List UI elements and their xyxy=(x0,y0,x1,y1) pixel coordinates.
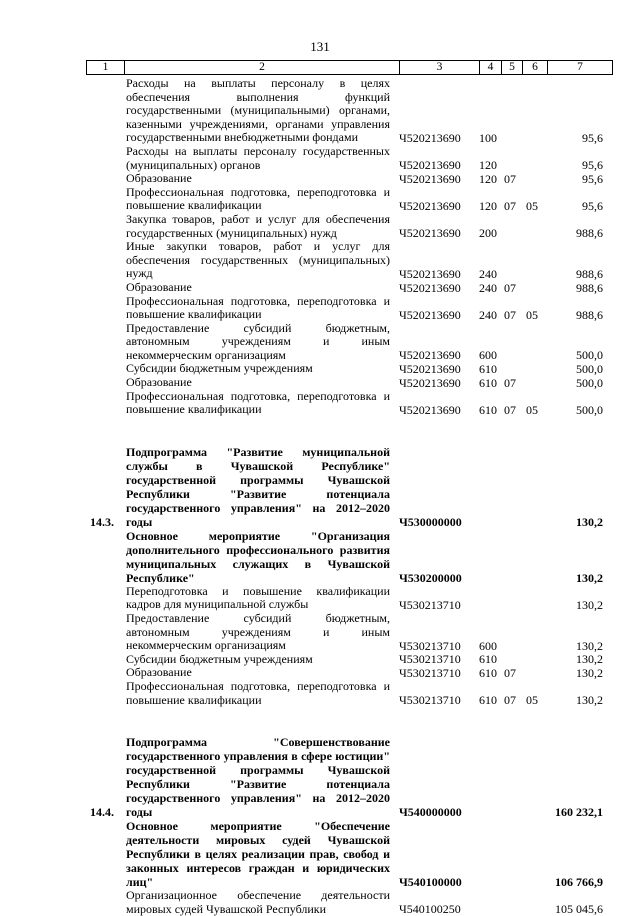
expense-type: 600 xyxy=(479,638,497,653)
subsection: 05 xyxy=(526,307,538,322)
target-code: Ч520213690 xyxy=(399,348,461,363)
row-name: Образование xyxy=(126,279,192,294)
expense-type: 100 xyxy=(479,130,497,145)
row-name: Иные закупки товаров, работ и услуг для обеспечения государственных (муниципальных) нужд xyxy=(126,239,390,281)
subsection: 05 xyxy=(526,402,538,417)
row-number: 14.4. xyxy=(90,805,114,820)
subsection: 05 xyxy=(526,198,538,213)
expense-type: 200 xyxy=(479,226,497,241)
target-code: Ч530213710 xyxy=(399,638,461,653)
amount: 130,2 xyxy=(576,693,603,708)
row-name: Основное мероприятие "Организация дополнительного профессионального развития муниципальных служащих в Чувашской Республике" xyxy=(126,528,390,585)
page-number: 131 xyxy=(310,39,330,54)
amount: 106 766,9 xyxy=(555,875,603,890)
header-col-4: 4 xyxy=(480,61,502,74)
target-code: Ч540000000 xyxy=(399,805,462,820)
row-spacer xyxy=(0,721,640,735)
target-code: Ч530213710 xyxy=(399,598,461,613)
section: 07 xyxy=(504,375,516,390)
row-name: Предоставление субсидий бюджетным, автономным учреждениям и иным некоммерческим организациям xyxy=(126,611,390,653)
row-number: 14.3. xyxy=(90,514,114,529)
header-col-2: 2 xyxy=(125,61,400,74)
target-code: Ч530213710 xyxy=(399,652,461,667)
table-row xyxy=(0,735,640,819)
section: 07 xyxy=(504,198,516,213)
target-code: Ч530213710 xyxy=(399,666,461,680)
table-row xyxy=(0,612,640,653)
expense-type: 610 xyxy=(479,652,497,667)
row-spacer xyxy=(0,707,640,721)
row-name: Закупка товаров, работ и услуг для обеспечения государственных (муниципальных) нужд xyxy=(126,211,390,240)
expense-type: 610 xyxy=(479,666,497,680)
row-name: Расходы на выплаты персоналу в целях обеспечения выполнения функций государственными (муниципальными) органами, казенными учреждениями, органами управления государственными внебюджетными фондами xyxy=(126,76,390,145)
target-code: Ч530000000 xyxy=(399,514,462,529)
expense-type: 120 xyxy=(479,198,497,213)
header-col-6: 6 xyxy=(523,61,548,74)
amount: 95,6 xyxy=(582,130,603,145)
amount: 130,2 xyxy=(576,514,603,529)
row-name: Образование xyxy=(126,171,192,186)
row-name: Субсидии бюджетным учреждениям xyxy=(126,361,313,376)
section: 07 xyxy=(504,171,516,186)
table-row xyxy=(0,445,640,529)
row-name: Предоставление субсидий бюджетным, автономным учреждениям и иным некоммерческим организациям xyxy=(126,320,390,362)
table-row xyxy=(0,322,640,363)
table-row xyxy=(0,172,640,186)
target-code: Ч520213690 xyxy=(399,307,461,322)
row-spacer xyxy=(0,431,640,445)
expense-type: 600 xyxy=(479,348,497,363)
target-code: Ч520213690 xyxy=(399,280,461,295)
amount: 130,2 xyxy=(576,638,603,653)
row-name: Профессиональная подготовка, переподготовка и повышение квалификации xyxy=(126,679,390,707)
target-code: Ч520213690 xyxy=(399,171,461,186)
expense-type: 610 xyxy=(479,362,497,377)
amount: 130,2 xyxy=(576,570,603,585)
target-code: Ч540100000 xyxy=(399,875,462,890)
table-row xyxy=(0,186,640,213)
row-name: Подпрограмма "Совершенствование государственного управления в сфере юстиции" государственной программы Чувашской Республики "Развитие потенциала государственного управления" на 2012–2020 годы xyxy=(126,735,390,820)
table-row xyxy=(0,376,640,390)
amount: 130,2 xyxy=(576,652,603,667)
target-code: Ч520213690 xyxy=(399,362,461,377)
header-col-1: 1 xyxy=(87,61,125,74)
subsection: 05 xyxy=(526,693,538,708)
row-name: Организационное обеспечение деятельности мировых судей Чувашской Республики xyxy=(126,888,390,916)
amount: 95,6 xyxy=(582,198,603,213)
section: 07 xyxy=(504,693,516,708)
amount: 95,6 xyxy=(582,171,603,186)
amount: 95,6 xyxy=(582,158,603,173)
amount: 988,6 xyxy=(576,226,603,241)
row-name: Подпрограмма "Развитие муниципальной службы в Чувашской Республике" государственной программы Чувашской Республики "Развитие потенциала государственного управления" на 2012–2020 годы xyxy=(126,444,390,529)
expense-type: 610 xyxy=(479,693,497,708)
target-code: Ч520213690 xyxy=(399,226,461,241)
target-code: Ч540100250 xyxy=(399,902,461,916)
expense-type: 120 xyxy=(479,158,497,173)
header-col-5: 5 xyxy=(502,61,523,74)
table-header xyxy=(86,60,613,75)
target-code: Ч530200000 xyxy=(399,570,462,585)
expense-type: 240 xyxy=(479,307,497,322)
expense-type: 610 xyxy=(479,375,497,390)
table-row xyxy=(0,390,640,417)
amount: 160 232,1 xyxy=(555,805,603,820)
table-row xyxy=(0,819,640,889)
amount: 500,0 xyxy=(576,348,603,363)
section: 07 xyxy=(504,666,516,680)
amount: 500,0 xyxy=(576,362,603,377)
table-row xyxy=(0,213,640,240)
target-code: Ч520213690 xyxy=(399,375,461,390)
header-col-3: 3 xyxy=(400,61,480,74)
row-name: Расходы на выплаты персоналу государственных (муниципальных) органов xyxy=(126,143,390,172)
table-row xyxy=(0,281,640,295)
table-row xyxy=(0,295,640,322)
table-row xyxy=(0,240,640,281)
row-spacer xyxy=(0,417,640,431)
target-code: Ч520213690 xyxy=(399,402,461,417)
table-row xyxy=(0,529,640,585)
expense-type: 240 xyxy=(479,266,497,281)
amount: 988,6 xyxy=(576,266,603,281)
amount: 988,6 xyxy=(576,280,603,295)
row-name: Субсидии бюджетным учреждениям xyxy=(126,651,313,666)
header-col-7: 7 xyxy=(577,61,583,73)
table-row xyxy=(0,585,640,612)
expense-type: 610 xyxy=(479,402,497,417)
table-row xyxy=(0,653,640,667)
row-name: Переподготовка и повышение квалификации кадров для муниципальной службы xyxy=(126,583,390,612)
section: 07 xyxy=(504,307,516,322)
row-name: Основное мероприятие "Обеспечение деятельности мировых судей Чувашской Республики в целях реализации прав, свобод и законных интересов граждан и юридических лиц" xyxy=(126,819,390,890)
table-row xyxy=(0,77,640,145)
expense-type: 120 xyxy=(479,171,497,186)
table-body xyxy=(0,77,640,916)
expense-type: 240 xyxy=(479,280,497,295)
row-name: Профессиональная подготовка, переподготовка и повышение квалификации xyxy=(126,293,390,322)
target-code: Ч520213690 xyxy=(399,266,461,281)
target-code: Ч520213690 xyxy=(399,158,461,173)
table-row xyxy=(0,145,640,172)
row-name: Образование xyxy=(126,665,192,680)
amount: 130,2 xyxy=(576,598,603,613)
amount: 988,6 xyxy=(576,307,603,322)
amount: 500,0 xyxy=(576,402,603,417)
amount: 105 045,6 xyxy=(555,902,603,916)
table-row xyxy=(0,666,640,680)
row-name: Профессиональная подготовка, переподготовка и повышение квалификации xyxy=(126,388,390,417)
table-row xyxy=(0,889,640,916)
target-code: Ч520213690 xyxy=(399,198,461,213)
target-code: Ч530213710 xyxy=(399,693,461,708)
section: 07 xyxy=(504,402,516,417)
table-row xyxy=(0,362,640,376)
table-row xyxy=(0,680,640,707)
amount: 500,0 xyxy=(576,375,603,390)
section: 07 xyxy=(504,280,516,295)
target-code: Ч520213690 xyxy=(399,130,461,145)
row-name: Профессиональная подготовка, переподготовка и повышение квалификации xyxy=(126,184,390,213)
amount: 130,2 xyxy=(576,666,603,680)
row-name: Образование xyxy=(126,375,192,390)
